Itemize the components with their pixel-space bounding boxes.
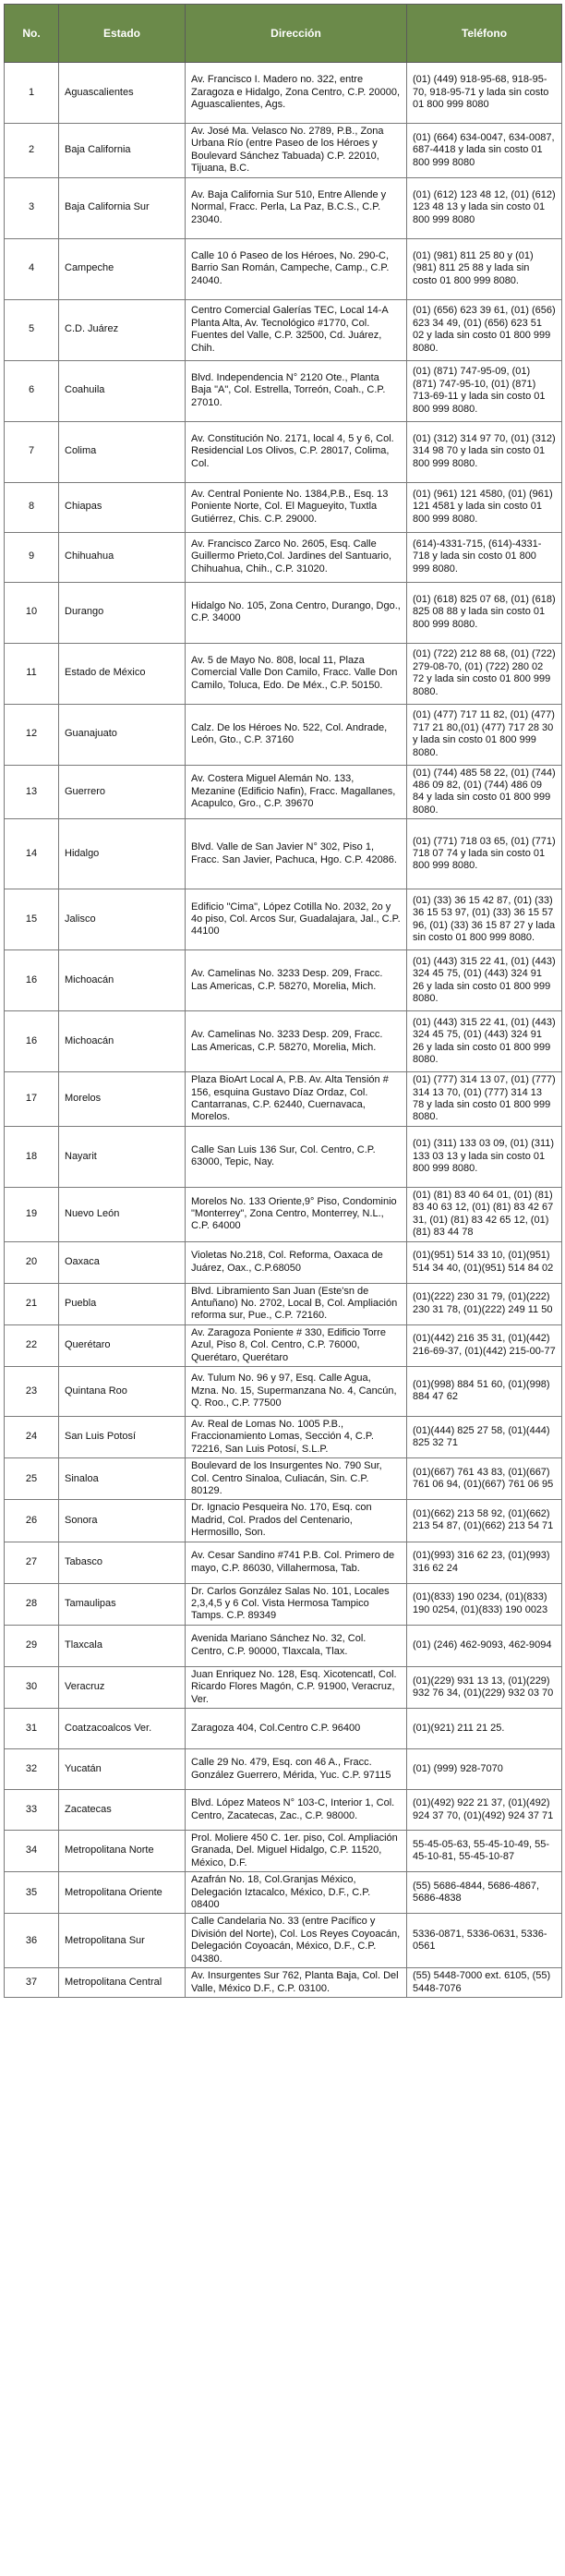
row-telefono: (01) (664) 634-0047, 634-0087, 687-4418 y lada sin costo 01 800 999 8080 [407, 124, 562, 178]
row-estado: Guerrero [59, 765, 186, 819]
table-row [5, 1666, 562, 1708]
table-row [5, 1500, 562, 1542]
row-number: 15 [5, 889, 59, 950]
row-estado: Baja California [59, 124, 186, 178]
row-estado: Estado de México [59, 643, 186, 704]
row-telefono: (01)(444) 825 27 58, (01)(444) 825 32 71 [407, 1416, 562, 1457]
row-direccion: Plaza BioArt Local A, P.B. Av. Alta Tensión # 156, esquina Gustavo Díaz Ordaz, Col. Cantarranas, C.P. 62440, Cuernavaca, Morelos. [186, 1072, 407, 1127]
row-estado: C.D. Juárez [59, 299, 186, 360]
row-telefono: (01) (722) 212 88 68, (01) (722) 279-08-70, (01) (722) 280 02 72 y lada sin costo 01 800 999 8080. [407, 643, 562, 704]
row-number: 24 [5, 1416, 59, 1457]
table-row [5, 1831, 562, 1872]
table-header-row [5, 5, 562, 63]
row-estado: Oaxaca [59, 1241, 186, 1283]
row-estado: Campeche [59, 238, 186, 299]
header-no: No. [5, 5, 59, 63]
table-row [5, 1749, 562, 1790]
table-row [5, 1011, 562, 1072]
row-telefono: (01)(229) 931 13 13, (01)(229) 932 76 34, (01)(229) 932 03 70 [407, 1666, 562, 1708]
row-direccion: Hidalgo No. 105, Zona Centro, Durango, Dgo., C.P. 34000 [186, 582, 407, 643]
row-estado: Hidalgo [59, 819, 186, 889]
row-estado: Metropolitana Norte [59, 1831, 186, 1872]
row-direccion: Blvd. Independencia N° 2120 Ote., Planta Baja "A", Col. Estrella, Torreón, Coah., C.P. 27010. [186, 360, 407, 421]
row-telefono: (614)-4331-715, (614)-4331-718 y lada sin costo 01 800 999 8080. [407, 532, 562, 582]
table-row [5, 1790, 562, 1831]
table-row [5, 1914, 562, 1968]
row-number: 5 [5, 299, 59, 360]
row-estado: Quintana Roo [59, 1366, 186, 1416]
row-direccion: Dr. Carlos González Salas No. 101, Locales 2,3,4,5 y 6 Col. Vista Hermosa Tampico Tamps. C.P. 89349 [186, 1583, 407, 1625]
row-estado: Metropolitana Sur [59, 1914, 186, 1968]
row-direccion: Av. Real de Lomas No. 1005 P.B., Fraccionamiento Lomas, Sección 4, C.P. 72216, San Luis Potosí, S.L.P. [186, 1416, 407, 1457]
row-estado: Michoacán [59, 1011, 186, 1072]
row-direccion: Calle 29 No. 479, Esq. con 46 A., Fracc. González Guerrero, Mérida, Yuc. C.P. 97115 [186, 1749, 407, 1790]
row-direccion: Av. Constitución No. 2171, local 4, 5 y 6, Col. Residencial Los Olivos, C.P. 28017, Colima, Col. [186, 421, 407, 482]
sucursales-table [4, 4, 562, 1998]
row-number: 19 [5, 1187, 59, 1241]
row-telefono: (01) (981) 811 25 80 y (01) (981) 811 25 88 y lada sin costo 01 800 999 8080. [407, 238, 562, 299]
row-telefono: (01)(662) 213 58 92, (01)(662) 213 54 87, (01)(662) 213 54 71 [407, 1500, 562, 1542]
row-estado: Michoacán [59, 950, 186, 1011]
table-row [5, 360, 562, 421]
row-estado: Chihuahua [59, 532, 186, 582]
row-direccion: Dr. Ignacio Pesqueira No. 170, Esq. con Madrid, Col. Prados del Centenario, Hermosillo, Son. [186, 1500, 407, 1542]
row-telefono: (01)(998) 884 51 60, (01)(998) 884 47 62 [407, 1366, 562, 1416]
row-estado: Guanajuato [59, 704, 186, 765]
table-row [5, 177, 562, 238]
table-row [5, 819, 562, 889]
row-number: 22 [5, 1324, 59, 1366]
row-direccion: Av. Central Poniente No. 1384,P.B., Esq. 13 Poniente Norte, Col. El Magueyito, Tuxtla Gutiérrez, Chis. C.P. 29000. [186, 482, 407, 532]
table-row [5, 1416, 562, 1457]
row-telefono: (01) (443) 315 22 41, (01) (443) 324 45 75, (01) (443) 324 91 26 y lada sin costo 01 800 999 8080. [407, 950, 562, 1011]
row-estado: Chiapas [59, 482, 186, 532]
row-number: 7 [5, 421, 59, 482]
header-estado: Estado [59, 5, 186, 63]
table-row [5, 238, 562, 299]
row-estado: Nuevo León [59, 1187, 186, 1241]
row-direccion: Av. Costera Miguel Alemán No. 133, Mezanine (Edificio Nafin), Fracc. Magallanes, Acapulco, Gro., C.P. 39670 [186, 765, 407, 819]
row-number: 32 [5, 1749, 59, 1790]
row-telefono: (55) 5448-7000 ext. 6105, (55) 5448-7076 [407, 1968, 562, 1998]
row-number: 31 [5, 1709, 59, 1749]
row-telefono: (01) (312) 314 97 70, (01) (312) 314 98 70 y lada sin costo 01 800 999 8080. [407, 421, 562, 482]
table-row [5, 1187, 562, 1241]
row-estado: Nayarit [59, 1126, 186, 1187]
table-row [5, 1458, 562, 1500]
table-row [5, 124, 562, 178]
row-direccion: Av. Francisco I. Madero no. 322, entre Zaragoza e Hidalgo, Zona Centro, C.P. 20000, Aguascalientes, Ags. [186, 63, 407, 124]
row-direccion: Av. 5 de Mayo No. 808, local 11, Plaza Comercial Valle Don Camilo, Fracc. Valle Don Camilo, Toluca, Edo. De Méx., C.P. 50150. [186, 643, 407, 704]
row-direccion: Av. Insurgentes Sur 762, Planta Baja, Col. Del Valle, México D.F., C.P. 03100. [186, 1968, 407, 1998]
table-row [5, 1324, 562, 1366]
table-row [5, 1072, 562, 1127]
row-estado: Metropolitana Oriente [59, 1872, 186, 1914]
row-telefono: (01) (612) 123 48 12, (01) (612) 123 48 13 y lada sin costo 01 800 999 8080 [407, 177, 562, 238]
row-direccion: Calle Candelaria No. 33 (entre Pacífico y División del Norte), Col. Los Reyes Coyoacán, Delegación Coyoacán, México, D.F., C.P. 04380. [186, 1914, 407, 1968]
row-direccion: Av. Tulum No. 96 y 97, Esq. Calle Agua, Mzna. No. 15, Supermanzana No. 4, Cancún, Q. Roo., C.P. 77500 [186, 1366, 407, 1416]
row-telefono: (01) (443) 315 22 41, (01) (443) 324 45 75, (01) (443) 324 91 26 y lada sin costo 01 800 999 8080. [407, 1011, 562, 1072]
row-telefono: (55) 5686-4844, 5686-4867, 5686-4838 [407, 1872, 562, 1914]
row-direccion: Calle San Luis 136 Sur, Col. Centro, C.P. 63000, Tepic, Nay. [186, 1126, 407, 1187]
row-estado: Aguascalientes [59, 63, 186, 124]
row-number: 33 [5, 1790, 59, 1831]
table-row [5, 1126, 562, 1187]
row-direccion: Av. Baja California Sur 510, Entre Allende y Normal, Fracc. Perla, La Paz, B.C.S., C.P. 23040. [186, 177, 407, 238]
row-number: 35 [5, 1872, 59, 1914]
row-estado: Tlaxcala [59, 1625, 186, 1666]
row-number: 3 [5, 177, 59, 238]
row-direccion: Blvd. Valle de San Javier N° 302, Piso 1, Fracc. San Javier, Pachuca, Hgo. C.P. 42086. [186, 819, 407, 889]
row-telefono: (01) (999) 928-7070 [407, 1749, 562, 1790]
row-number: 20 [5, 1241, 59, 1283]
table-row [5, 299, 562, 360]
row-direccion: Av. José Ma. Velasco No. 2789, P.B., Zona Urbana Río (entre Paseo de los Héroes y Boulevard Sánchez Tabuada) C.P. 22010, Tijuana, B.C. [186, 124, 407, 178]
row-telefono: (01) (744) 485 58 22, (01) (744) 486 09 82, (01) (744) 486 09 84 y lada sin costo 01 800 999 8080. [407, 765, 562, 819]
row-telefono: (01)(667) 761 43 83, (01)(667) 761 06 94, (01)(667) 761 06 95 [407, 1458, 562, 1500]
row-number: 11 [5, 643, 59, 704]
row-direccion: Morelos No. 133 Oriente,9° Piso, Condominio "Monterrey", Zona Centro, Monterrey, N.L., C.P. 64000 [186, 1187, 407, 1241]
table-row [5, 582, 562, 643]
row-direccion: Azafrán No. 18, Col.Granjas México, Delegación Iztacalco, México, D.F., C.P. 08400 [186, 1872, 407, 1914]
table-row [5, 1709, 562, 1749]
table-row [5, 1583, 562, 1625]
row-number: 27 [5, 1542, 59, 1583]
row-estado: Tabasco [59, 1542, 186, 1583]
row-direccion: Avenida Mariano Sánchez No. 32, Col. Centro, C.P. 90000, Tlaxcala, Tlax. [186, 1625, 407, 1666]
header-direccion: Dirección [186, 5, 407, 63]
row-telefono: (01) (81) 83 40 64 01, (01) (81) 83 40 63 12, (01) (81) 83 42 67 31, (01) (81) 83 42 65 12, (01) (81) 83 44 78 [407, 1187, 562, 1241]
table-row [5, 704, 562, 765]
row-estado: Sonora [59, 1500, 186, 1542]
row-telefono: (01) (33) 36 15 42 87, (01) (33) 36 15 53 97, (01) (33) 36 15 57 96, (01) (33) 36 15 87 27 y lada sin costo 01 800 999 8080. [407, 889, 562, 950]
row-number: 14 [5, 819, 59, 889]
row-number: 6 [5, 360, 59, 421]
row-number: 36 [5, 1914, 59, 1968]
row-estado: Colima [59, 421, 186, 482]
row-number: 34 [5, 1831, 59, 1872]
row-telefono: (01) (311) 133 03 09, (01) (311) 133 03 13 y lada sin costo 01 800 999 8080. [407, 1126, 562, 1187]
row-telefono: (01) (656) 623 39 61, (01) (656) 623 34 49, (01) (656) 623 51 02 y lada sin costo 01 800 999 8080. [407, 299, 562, 360]
table-row [5, 1542, 562, 1583]
table-row [5, 482, 562, 532]
row-telefono: (01)(442) 216 35 31, (01)(442) 216-69-37, (01)(442) 215-00-77 [407, 1324, 562, 1366]
row-direccion: Prol. Moliere 450 C. 1er. piso, Col. Ampliación Granada, Del. Miguel Hidalgo, C.P. 11520, México, D.F. [186, 1831, 407, 1872]
row-number: 25 [5, 1458, 59, 1500]
row-telefono: (01) (961) 121 4580, (01) (961) 121 4581 y lada sin costo 01 800 999 8080. [407, 482, 562, 532]
row-telefono: 55-45-05-63, 55-45-10-49, 55-45-10-81, 55-45-10-87 [407, 1831, 562, 1872]
row-estado: Morelos [59, 1072, 186, 1127]
row-direccion: Blvd. López Mateos N° 103-C, Interior 1, Col. Centro, Zacatecas, Zac., C.P. 98000. [186, 1790, 407, 1831]
row-direccion: Edificio "Cima", López Cotilla No. 2032, 2o y 4o piso, Col. Arcos Sur, Guadalajara, Jal., C.P. 44100 [186, 889, 407, 950]
row-estado: Baja California Sur [59, 177, 186, 238]
row-number: 12 [5, 704, 59, 765]
row-telefono: (01)(951) 514 33 10, (01)(951) 514 34 40, (01)(951) 514 84 02 [407, 1241, 562, 1283]
row-estado: Metropolitana Central [59, 1968, 186, 1998]
table-row [5, 643, 562, 704]
table-row [5, 421, 562, 482]
row-telefono: (01) (246) 462-9093, 462-9094 [407, 1625, 562, 1666]
table-row [5, 532, 562, 582]
row-number: 4 [5, 238, 59, 299]
row-number: 21 [5, 1283, 59, 1324]
row-estado: Yucatán [59, 1749, 186, 1790]
row-estado: San Luis Potosí [59, 1416, 186, 1457]
row-telefono: (01)(921) 211 21 25. [407, 1709, 562, 1749]
row-direccion: Blvd. Libramiento San Juan (Este'sn de Antuñano) No. 2702, Local B, Col. Ampliación reforma sur, Pue., C.P. 72160. [186, 1283, 407, 1324]
row-number: 18 [5, 1126, 59, 1187]
table-row [5, 1366, 562, 1416]
row-estado: Coahuila [59, 360, 186, 421]
row-number: 30 [5, 1666, 59, 1708]
row-number: 26 [5, 1500, 59, 1542]
row-number: 16 [5, 950, 59, 1011]
row-direccion: Av. Zaragoza Poniente # 330, Edificio Torre Azul, Piso 8, Col. Centro, C.P. 76000, Querétaro, Querétaro [186, 1324, 407, 1366]
row-telefono: (01) (771) 718 03 65, (01) (771) 718 07 74 y lada sin costo 01 800 999 8080. [407, 819, 562, 889]
table-row [5, 1625, 562, 1666]
table-body [5, 63, 562, 1998]
row-direccion: Centro Comercial Galerías TEC, Local 14-A Planta Alta, Av. Tecnológico #1770, Col. Fuentes del Valle, C.P. 32500, Cd. Juárez, Chih. [186, 299, 407, 360]
table-row [5, 63, 562, 124]
row-number: 37 [5, 1968, 59, 1998]
row-number: 1 [5, 63, 59, 124]
row-number: 29 [5, 1625, 59, 1666]
row-direccion: Calle 10 ó Paseo de los Héroes, No. 290-C, Barrio San Román, Campeche, Camp., C.P. 24040. [186, 238, 407, 299]
row-telefono: (01)(222) 230 31 79, (01)(222) 230 31 78, (01)(222) 249 11 50 [407, 1283, 562, 1324]
row-telefono: (01)(833) 190 0234, (01)(833) 190 0254, (01)(833) 190 0023 [407, 1583, 562, 1625]
row-telefono: 5336-0871, 5336-0631, 5336-0561 [407, 1914, 562, 1968]
row-number: 23 [5, 1366, 59, 1416]
row-direccion: Juan Enriquez No. 128, Esq. Xicotencatl, Col. Ricardo Flores Magón, C.P. 91900, Veracruz, Ver. [186, 1666, 407, 1708]
row-telefono: (01)(993) 316 62 23, (01)(993) 316 62 24 [407, 1542, 562, 1583]
row-estado: Puebla [59, 1283, 186, 1324]
row-telefono: (01) (777) 314 13 07, (01) (777) 314 13 70, (01) (777) 314 13 78 y lada sin costo 01 800 999 8080. [407, 1072, 562, 1127]
row-telefono: (01) (449) 918-95-68, 918-95-70, 918-95-71 y lada sin costo 01 800 999 8080 [407, 63, 562, 124]
row-estado: Durango [59, 582, 186, 643]
row-number: 10 [5, 582, 59, 643]
row-telefono: (01) (871) 747-95-09, (01) (871) 747-95-10, (01) (871) 713-69-11 y lada sin costo 01 800 999 8080. [407, 360, 562, 421]
table-row [5, 1283, 562, 1324]
row-estado: Veracruz [59, 1666, 186, 1708]
row-telefono: (01) (618) 825 07 68, (01) (618) 825 08 88 y lada sin costo 01 800 999 8080. [407, 582, 562, 643]
table-row [5, 765, 562, 819]
row-estado: Sinaloa [59, 1458, 186, 1500]
row-estado: Querétaro [59, 1324, 186, 1366]
row-telefono: (01) (477) 717 11 82, (01) (477) 717 21 80,(01) (477) 717 28 30 y lada sin costo 01 800 999 8080. [407, 704, 562, 765]
table-row [5, 889, 562, 950]
row-number: 2 [5, 124, 59, 178]
row-direccion: Av. Francisco Zarco No. 2605, Esq. Calle Guillermo Prieto,Col. Jardines del Santuario, Chihuahua, Chih., C.P. 31020. [186, 532, 407, 582]
row-direccion: Zaragoza 404, Col.Centro C.P. 96400 [186, 1709, 407, 1749]
row-estado: Tamaulipas [59, 1583, 186, 1625]
table-row [5, 950, 562, 1011]
row-estado: Coatzacoalcos Ver. [59, 1709, 186, 1749]
row-direccion: Av. Camelinas No. 3233 Desp. 209, Fracc. Las Americas, C.P. 58270, Morelia, Mich. [186, 1011, 407, 1072]
header-telefono: Teléfono [407, 5, 562, 63]
row-number: 28 [5, 1583, 59, 1625]
table-row [5, 1241, 562, 1283]
row-telefono: (01)(492) 922 21 37, (01)(492) 924 37 70, (01)(492) 924 37 71 [407, 1790, 562, 1831]
row-number: 9 [5, 532, 59, 582]
row-direccion: Calz. De los Héroes No. 522, Col. Andrade, León, Gto., C.P. 37160 [186, 704, 407, 765]
row-number: 17 [5, 1072, 59, 1127]
row-number: 16 [5, 1011, 59, 1072]
table-row [5, 1968, 562, 1998]
row-direccion: Violetas No.218, Col. Reforma, Oaxaca de Juárez, Oax., C.P.68050 [186, 1241, 407, 1283]
row-direccion: Av. Cesar Sandino #741 P.B. Col. Primero de mayo, C.P. 86030, Villahermosa, Tab. [186, 1542, 407, 1583]
table-row [5, 1872, 562, 1914]
sucursales-table-container [4, 4, 561, 1998]
row-number: 13 [5, 765, 59, 819]
row-direccion: Av. Camelinas No. 3233 Desp. 209, Fracc. Las Americas, C.P. 58270, Morelia, Mich. [186, 950, 407, 1011]
row-number: 8 [5, 482, 59, 532]
row-estado: Zacatecas [59, 1790, 186, 1831]
row-direccion: Boulevard de los Insurgentes No. 790 Sur, Col. Centro Sinaloa, Culiacán, Sin. C.P. 80129. [186, 1458, 407, 1500]
row-estado: Jalisco [59, 889, 186, 950]
